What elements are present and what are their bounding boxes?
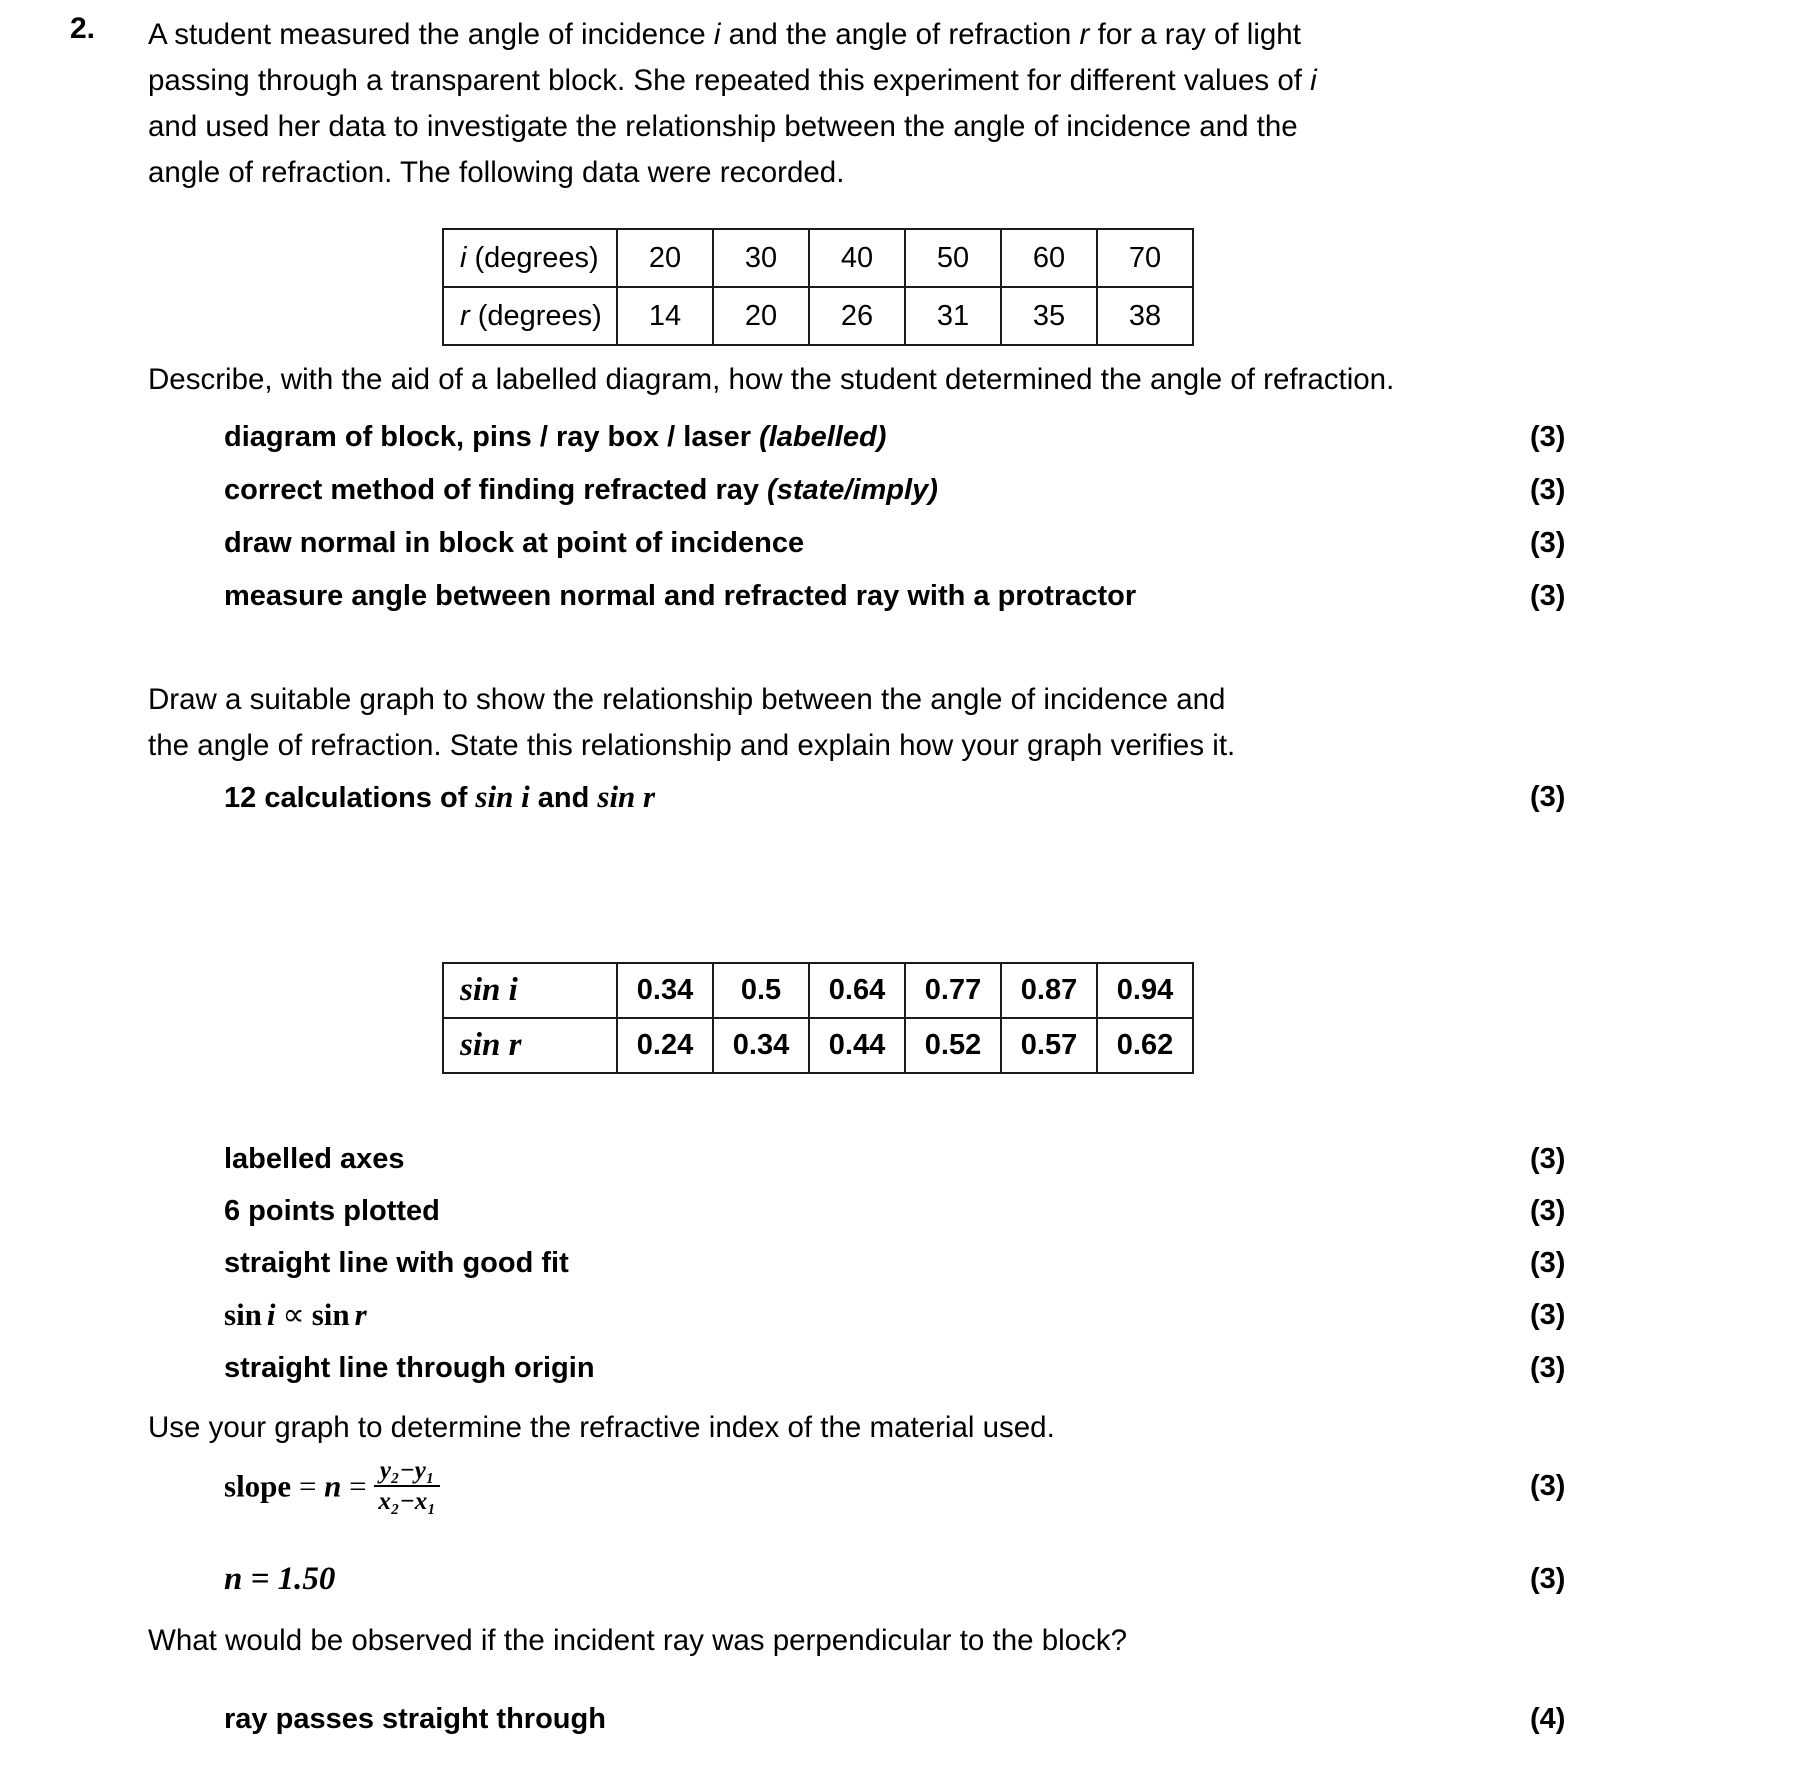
marks-value: (3) — [1530, 1247, 1566, 1279]
math-sin-r: sin r — [597, 779, 656, 814]
ms-text-italic: (state/imply) — [767, 474, 938, 506]
cell-sinr-3: 0.44 — [809, 1018, 905, 1073]
math-sin-1: sin — [224, 1297, 262, 1332]
cell-i-6: 70 — [1097, 229, 1193, 287]
prompt-draw-graph-line-1: Draw a suitable graph to show the relationship between the angle of incidence and — [148, 683, 1226, 716]
marks-value: (3) — [1530, 1195, 1566, 1227]
cell-sinr-5: 0.57 — [1001, 1018, 1097, 1073]
ms-text: measure angle between normal and refracted ray with a protractor — [224, 580, 1137, 612]
marks-value: (4) — [1530, 1703, 1566, 1735]
slope-label: slope — [224, 1468, 292, 1504]
table-row — [443, 229, 1193, 287]
question-number: 2. — [70, 12, 96, 45]
cell-r-4: 31 — [905, 287, 1001, 345]
math-var-r: r — [354, 1297, 367, 1332]
ms-ray-passes-straight-through — [224, 1700, 1624, 1738]
ms-text: correct method of finding refracted ray — [224, 474, 768, 506]
ms-text: straight line with good fit — [224, 1247, 569, 1279]
cell-i-5: 60 — [1001, 229, 1097, 287]
ms-text: draw normal in block at point of incidence — [224, 527, 805, 559]
marks-value: (3) — [1530, 1299, 1566, 1331]
cell-r-6: 38 — [1097, 287, 1193, 345]
stem-line-2: passing through a transparent block. She repeated this experiment for different values of i — [148, 64, 1317, 97]
ms-text: 6 points plotted — [224, 1195, 440, 1227]
cell-i-2: 30 — [713, 229, 809, 287]
stem-line-1: A student measured the angle of incidence i and the angle of refraction r for a ray of light — [148, 18, 1301, 51]
stem-line-3: and used her data to investigate the relationship between the angle of incidence and the — [148, 110, 1298, 143]
row-label-sin-i: sin i — [443, 963, 617, 1018]
cell-sini-3: 0.64 — [809, 963, 905, 1018]
cell-sinr-4: 0.52 — [905, 1018, 1001, 1073]
prompt-draw-graph-line-2: the angle of refraction. State this relationship and explain how your graph verifies it. — [148, 729, 1236, 762]
cell-r-1: 14 — [617, 287, 713, 345]
question-stem — [148, 12, 1328, 196]
stem-line-4: angle of refraction. The following data were recorded. — [148, 156, 845, 189]
ms-diagram-of-block — [224, 418, 1624, 456]
cell-r-2: 20 — [713, 287, 809, 345]
row-label-sin-r: sin r — [443, 1018, 617, 1073]
slope-eq-2: = — [341, 1468, 375, 1504]
fraction-numerator: y₂−y₁ — [374, 1457, 440, 1487]
table-row — [443, 287, 1193, 345]
ms-slope-formula — [224, 1459, 1624, 1539]
marks-value: (3) — [1530, 1143, 1566, 1175]
marks-value: (3) — [1530, 1563, 1566, 1595]
table-row — [443, 963, 1193, 1018]
ms-straight-line-good-fit — [224, 1244, 1624, 1282]
marks-value: (3) — [1530, 527, 1566, 559]
slope-n: n — [324, 1468, 342, 1504]
cell-sini-1: 0.34 — [617, 963, 713, 1018]
ms-joiner: and — [529, 782, 598, 814]
cell-i-1: 20 — [617, 229, 713, 287]
cell-i-3: 40 — [809, 229, 905, 287]
ms-text: straight line through origin — [224, 1352, 595, 1384]
prompt-use-graph: Use your graph to determine the refractive index of the material used. — [148, 1411, 1055, 1444]
prompt-describe: Describe, with the aid of a labelled diagram, how the student determined the angle of refraction. — [148, 363, 1395, 396]
ms-correct-method — [224, 471, 1624, 509]
sines-data-table — [442, 962, 1194, 1074]
table-row — [443, 1018, 1193, 1073]
marks-value: (3) — [1530, 580, 1566, 612]
cell-r-3: 26 — [809, 287, 905, 345]
prompt-draw-graph — [148, 677, 1448, 769]
row-label-i: i (degrees) — [443, 229, 617, 287]
ms-labelled-axes — [224, 1140, 1624, 1178]
slope-eq-1: = — [291, 1468, 325, 1504]
ms-text-italic: (labelled) — [759, 421, 887, 453]
slope-fraction — [374, 1457, 440, 1517]
marks-value: (3) — [1530, 1470, 1566, 1502]
row-label-r: r (degrees) — [443, 287, 617, 345]
math-var-i: i — [266, 1297, 276, 1332]
math-sin-i: sin i — [475, 779, 530, 814]
cell-i-4: 50 — [905, 229, 1001, 287]
cell-sini-2: 0.5 — [713, 963, 809, 1018]
math-sin-2: sin — [311, 1297, 350, 1332]
ms-text: diagram of block, pins / ray box / laser — [224, 421, 760, 453]
ms-measure-angle — [224, 577, 1624, 615]
ms-12-calculations — [224, 778, 1624, 817]
marks-value: (3) — [1530, 421, 1566, 453]
marks-value: (3) — [1530, 781, 1566, 813]
ms-text: labelled axes — [224, 1143, 405, 1175]
fraction-denominator: x₂−x₁ — [378, 1488, 436, 1515]
ms-proportionality — [224, 1296, 1624, 1335]
marks-value: (3) — [1530, 474, 1566, 506]
ms-text: ray passes straight through — [224, 1703, 606, 1735]
ms-answer-n — [224, 1560, 1624, 1599]
cell-sinr-2: 0.34 — [713, 1018, 809, 1073]
cell-sinr-1: 0.24 — [617, 1018, 713, 1073]
prompt-perpendicular: What would be observed if the incident ray was perpendicular to the block? — [148, 1624, 1127, 1657]
angles-data-table — [442, 228, 1194, 346]
cell-sinr-6: 0.62 — [1097, 1018, 1193, 1073]
cell-sini-6: 0.94 — [1097, 963, 1193, 1018]
cell-sini-5: 0.87 — [1001, 963, 1097, 1018]
ms-6-points-plotted — [224, 1192, 1624, 1230]
answer-n-value: n = 1.50 — [224, 1561, 336, 1597]
ms-straight-line-through-origin — [224, 1349, 1624, 1387]
cell-r-5: 35 — [1001, 287, 1097, 345]
cell-sini-4: 0.77 — [905, 963, 1001, 1018]
marks-value: (3) — [1530, 1352, 1566, 1384]
ms-draw-normal — [224, 524, 1624, 562]
math-proportional-symbol: ∝ — [282, 1297, 305, 1332]
ms-text: 12 calculations of — [224, 782, 476, 814]
